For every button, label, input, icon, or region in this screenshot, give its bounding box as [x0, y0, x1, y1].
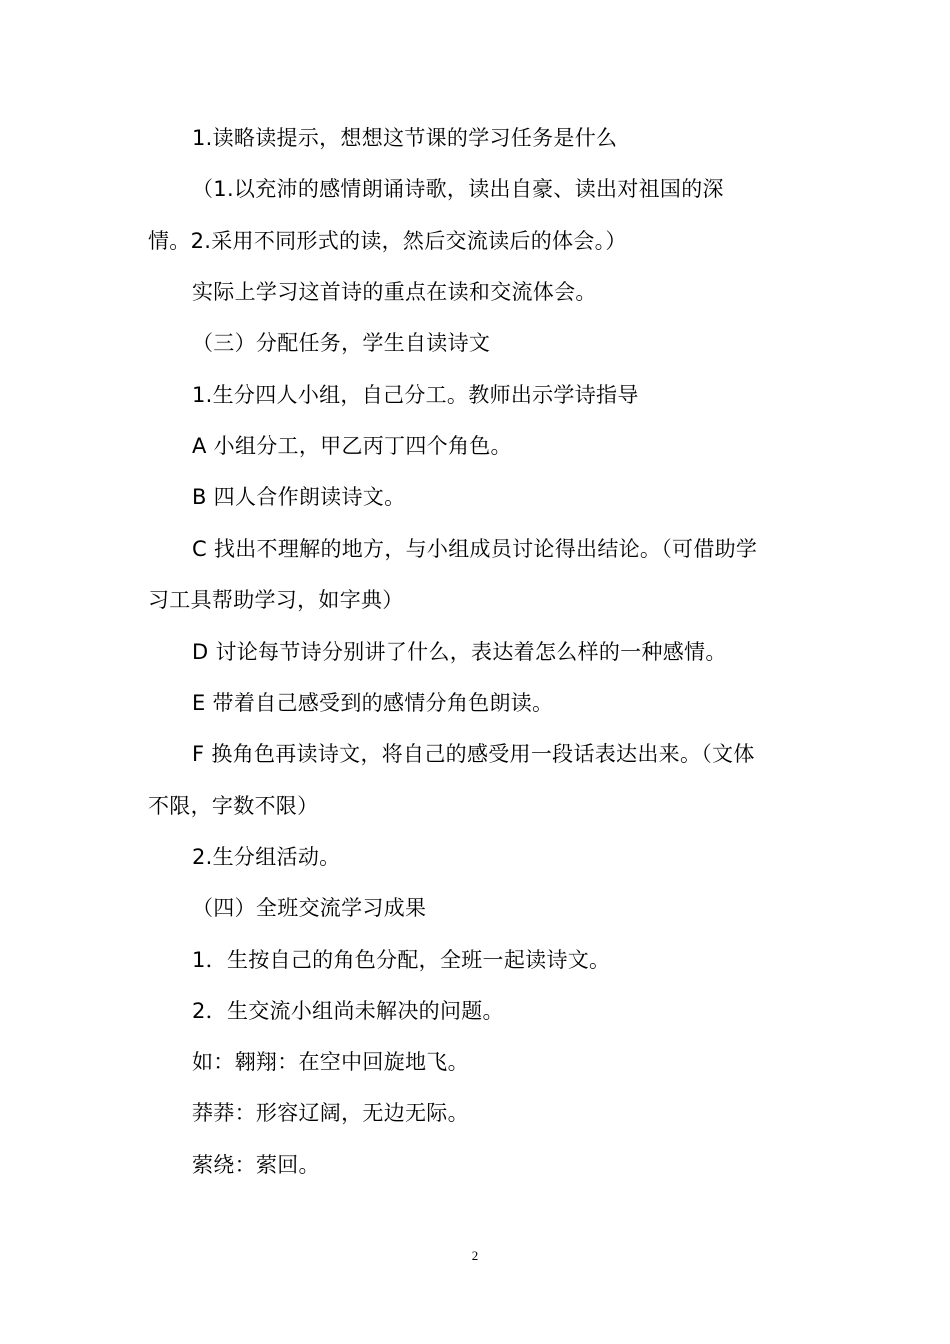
text-line: 不限，字数不限）: [148, 794, 319, 818]
text-line: 如：翱翔：在空中回旋地飞。: [192, 1050, 469, 1074]
text-line: （1.以充沛的感情朗诵诗歌，读出自豪、读出对祖国的深: [192, 177, 724, 201]
list-item: E 带着自己感受到的感情分角色朗读。: [192, 691, 554, 715]
text-line: 情。2.采用不同形式的读，然后交流读后的体会。）: [148, 229, 627, 253]
list-item: C 找出不理解的地方，与小组成员讨论得出结论。（可借助学: [192, 537, 758, 561]
text-line: 实际上学习这首诗的重点在读和交流体会。: [192, 280, 597, 304]
section-heading: （四）全班交流学习成果: [192, 896, 427, 920]
section-heading: （三）分配任务，学生自读诗文: [192, 331, 491, 355]
text-line: 2．生交流小组尚未解决的问题。: [192, 999, 504, 1023]
text-line: 习工具帮助学习，如字典）: [148, 588, 404, 612]
list-item: B 四人合作朗读诗文。: [192, 485, 406, 509]
text-line: 1．生按自己的角色分配，全班一起读诗文。: [192, 948, 611, 972]
list-item: F 换角色再读诗文，将自己的感受用一段话表达出来。（文体: [192, 742, 755, 766]
list-item: D 讨论每节诗分别讲了什么，表达着怎么样的一种感情。: [192, 640, 727, 664]
text-line: 2.生分组活动。: [192, 845, 341, 869]
list-item: A 小组分工，甲乙丙丁四个角色。: [192, 434, 512, 458]
text-line: 1.读略读提示，想想这节课的学习任务是什么: [192, 126, 618, 150]
text-line: 莽莽：形容辽阔，无边无际。: [192, 1101, 469, 1125]
text-line: 1.生分四人小组，自己分工。教师出示学诗指导: [192, 383, 639, 407]
text-line: 萦绕：萦回。: [192, 1153, 320, 1177]
page-number: 2: [471, 1248, 479, 1263]
